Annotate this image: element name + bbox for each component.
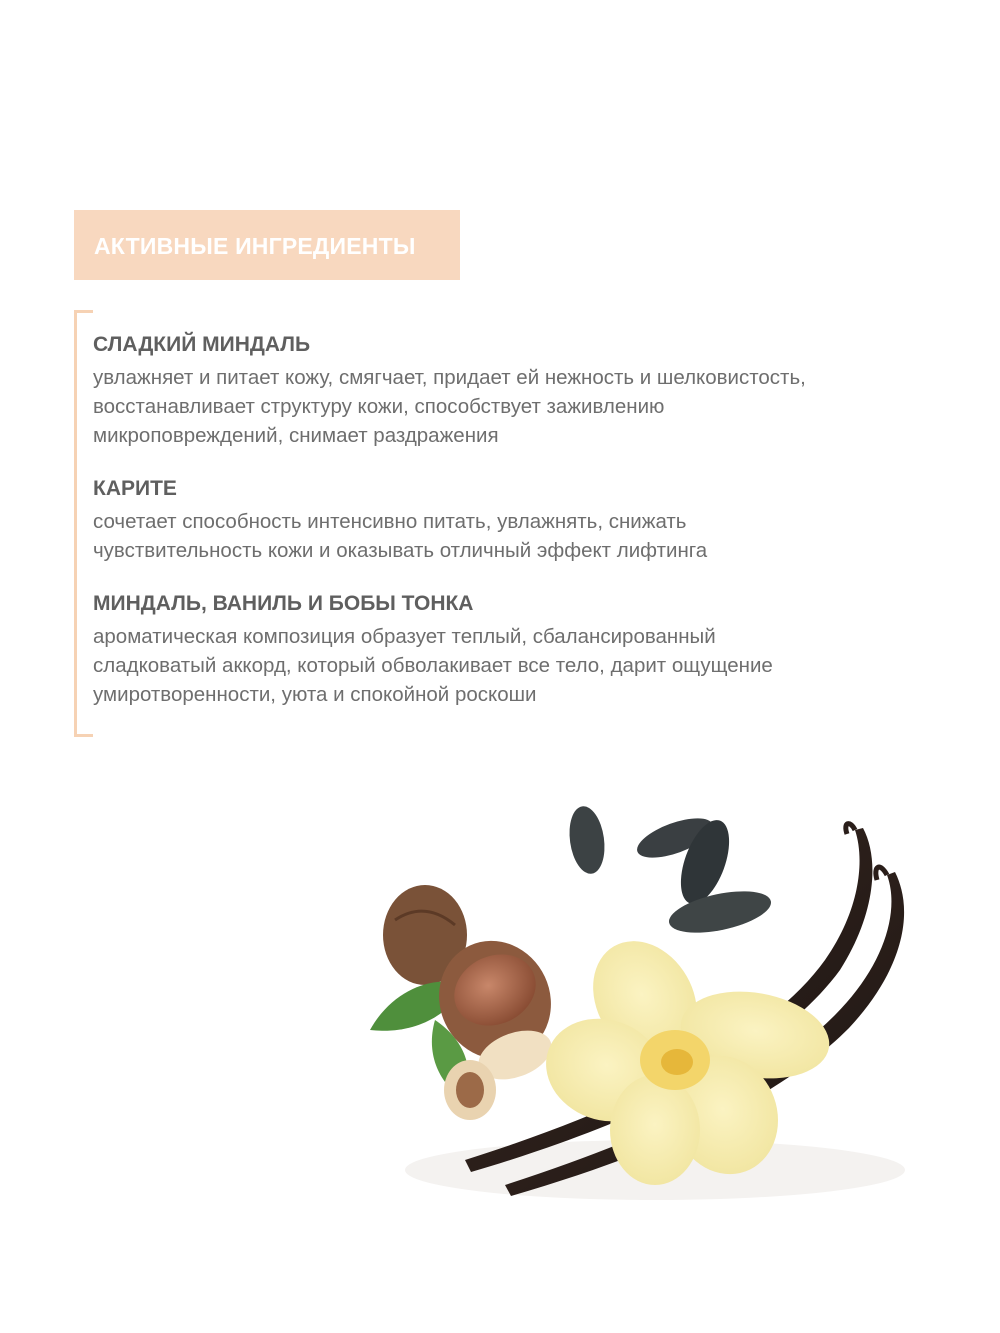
vanilla-tip-icon bbox=[846, 824, 855, 834]
accent-bracket bbox=[74, 310, 93, 737]
ingredient-title: МИНДАЛЬ, ВАНИЛЬ И БОБЫ ТОНКА bbox=[93, 592, 474, 615]
ingredient-description: сочетает способность интенсивно питать, увлажнять, снижать чувствительность кожи и оказывать отличный эффект лифтинга bbox=[93, 510, 708, 562]
tonka-bean-icon bbox=[665, 884, 774, 941]
ingredient-sweet-almond bbox=[93, 331, 873, 450]
tonka-bean-icon bbox=[565, 804, 608, 876]
ingredient-shea bbox=[93, 475, 873, 565]
ingredient-title: СЛАДКИЙ МИНДАЛЬ bbox=[93, 333, 311, 356]
ingredients-illustration bbox=[355, 800, 915, 1210]
section-header bbox=[74, 210, 460, 280]
section-title: АКТИВНЫЕ ИНГРЕДИЕНТЫ bbox=[94, 233, 416, 259]
ingredient-description: увлажняет и питает кожу, смягчает, придает ей нежность и шелковистость, восстанавливает структуру кожи, способствует заживлению микроповреждений, снимает раздражения bbox=[93, 366, 806, 447]
ingredient-title: КАРИТЕ bbox=[93, 477, 177, 500]
ingredient-description: ароматическая композиция образует теплый, сбалансированный сладковатый аккорд, который обволакивает все тело, дарит ощущение умиротворенности, уюта и спокойной роскоши bbox=[93, 625, 773, 706]
vanilla-tip-icon bbox=[876, 867, 887, 880]
ingredient-aroma bbox=[93, 590, 873, 709]
